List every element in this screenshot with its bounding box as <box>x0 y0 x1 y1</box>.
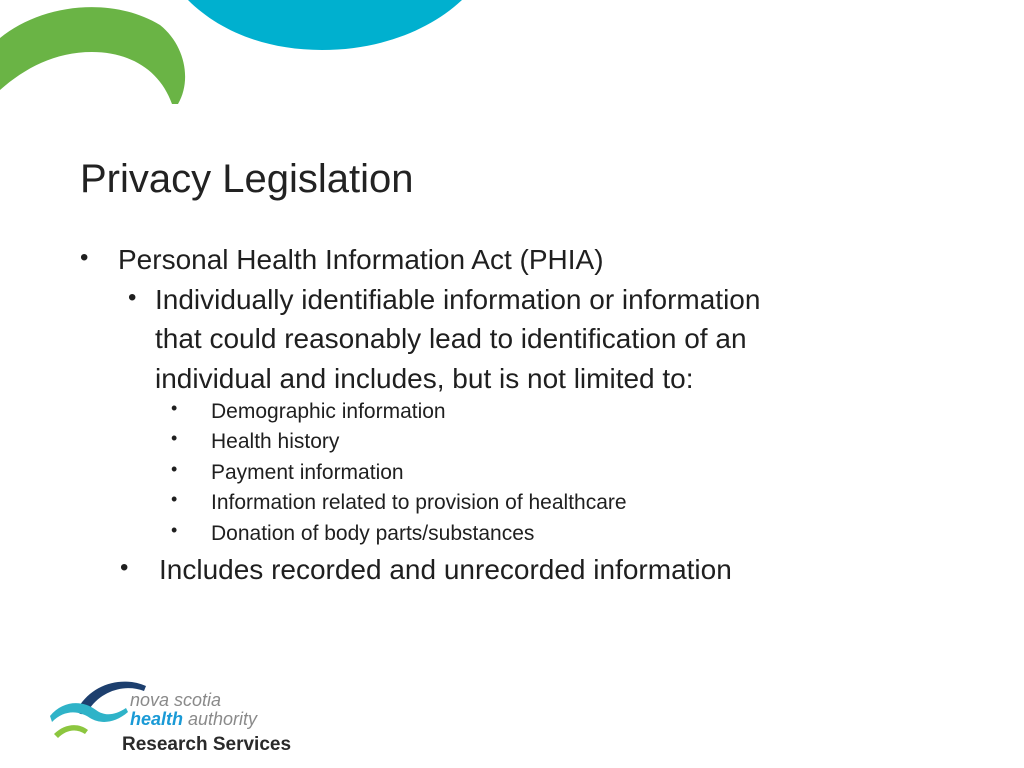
bullet-dot: • <box>80 244 89 271</box>
bullet-dot: • <box>128 284 137 311</box>
logo-research-services: Research Services <box>122 734 292 755</box>
bullet-definition-line-2: that could reasonably lead to identification of an <box>155 323 747 354</box>
green-arc-shape <box>0 7 185 104</box>
bullet-dot: • <box>171 398 178 418</box>
logo-text-health: health <box>130 709 184 729</box>
teal-arc-shape <box>188 0 462 50</box>
bullet-definition-line-3: individual and includes, but is not limited to: <box>155 363 694 394</box>
bullet-recorded: Includes recorded and unrecorded information <box>159 554 732 585</box>
decorative-header-shapes <box>0 0 1024 120</box>
bullet-phia: Personal Health Information Act (PHIA) <box>118 244 604 275</box>
logo-text-nova-scotia: nova scotia <box>130 690 222 710</box>
sub-item-donation: Donation of body parts/substances <box>211 522 535 545</box>
logo-text-health-authority <box>130 708 257 730</box>
logo-green-wave <box>54 725 88 738</box>
sub-item-health-history: Health history <box>211 430 340 453</box>
logo-text-authority: authority <box>183 709 258 729</box>
sub-item-demographic: Demographic information <box>211 400 446 423</box>
sub-item-healthcare: Information related to provision of healthcare <box>211 491 627 514</box>
sub-item-payment: Payment information <box>211 461 404 484</box>
bullet-dot: • <box>120 554 129 581</box>
bullet-dot: • <box>171 459 178 479</box>
bullet-dot: • <box>171 489 178 509</box>
bullet-dot: • <box>171 520 178 540</box>
bullet-dot: • <box>171 428 178 448</box>
bullet-definition-line-1: Individually identifiable information or information <box>155 284 761 315</box>
logo-teal-wave <box>50 703 128 722</box>
slide-title: Privacy Legislation <box>80 157 414 201</box>
